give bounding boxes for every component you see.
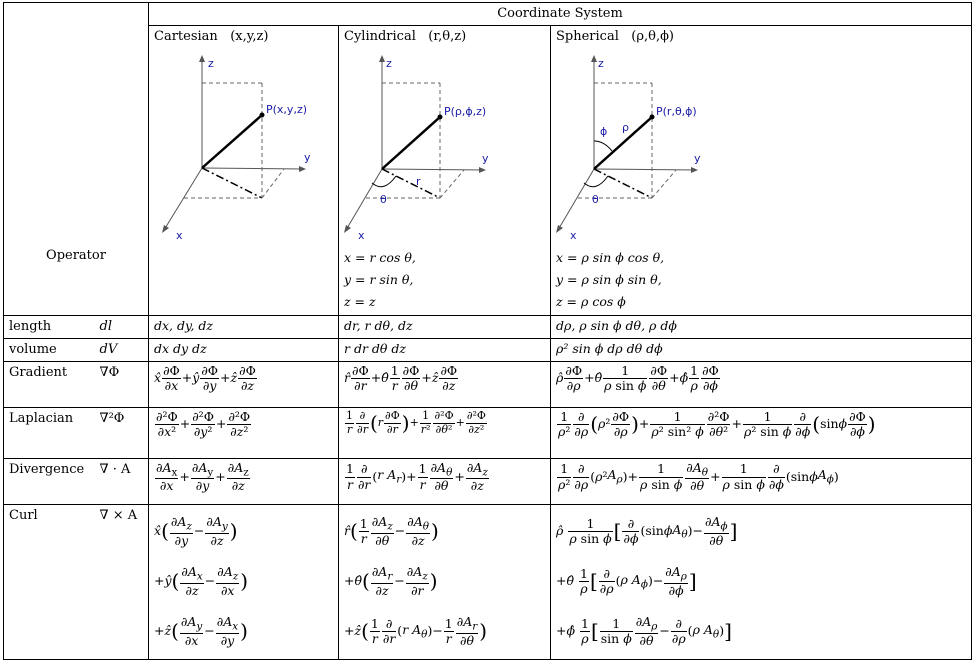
curl-cartesian: x̂ ( $\frac{\partial A_z}{\partial y}$ − $\frac{\partial A_y}{\partial z}$ ) + ŷ ( $\frac{\partial A_x}{\partial z}$ − $\frac{\partial A_z}{\partial x}$ ) + ẑ ( $\frac{\partial A_y}{\partial x}$ − $\frac{\partial A_x}{\partial y}$ ) [149,504,339,659]
row-symbol-volume: dV [95,338,149,361]
theta-label: θ [592,193,599,207]
cartesian-label: Cartesian [154,28,218,44]
cyl-conversion-y: y = r sin θ, [344,271,414,287]
volume-cylindrical: r dr dθ dz [339,338,551,361]
length-spherical: dρ, ρ sin ϕ dθ, ρ dϕ [551,315,972,338]
row-name-volume: volume [4,338,95,361]
y-axis-label: y [482,152,489,166]
gradient-spherical: ρ̂ $\frac{\partial\Phi}{\partial\rho}$ + θ̂ $\frac{1}{\text{ρ sin ϕ}}$ $\frac{\partial\Phi}{\partial\theta}$ + ϕ̂ $\frac{1}{\rho}$ $\frac{\partial\Phi}{\partial\phi}$ [551,361,972,407]
cylindrical-point-label: P(ρ,ϕ,z) [444,105,487,119]
theta-label: θ [380,193,387,207]
row-symbol-length: dl [95,315,149,338]
cartesian-point-label: P(x,y,z) [266,103,308,117]
x-axis-label: x [358,229,365,243]
rho-label: ρ [622,121,629,135]
table-row [4,338,972,361]
table-row [4,407,972,458]
row-name-curl: Curl [4,504,95,659]
laplacian-cylindrical: $\frac{1}{r}$ $\frac{\partial}{\partial r}$ ( r $\frac{\partial\Phi}{\partial r}$ ) + $\frac{1}{\text{r²}}$ $\frac{\text{∂²Φ}}{\text{∂θ²}}$ + $\frac{\text{∂²Φ}}{\text{∂z²}}$ [339,407,551,458]
y-axis-label: y [694,152,701,166]
x-axis-label: x [176,229,183,243]
cyl-conversion-x: x = r cos θ, [344,249,416,265]
table-row [4,315,972,338]
operator-header-cell [4,3,149,316]
coordinate-operator-table [3,2,972,660]
divergence-cylindrical: $\frac{1}{r}$ $\frac{\partial}{\partial r}$ ( r $A_r$ )+ $\frac{1}{r}$ $\frac{\partial A_\theta}{\partial\theta}$ + $\frac{\partial A_z}{\partial z}$ [339,458,551,504]
y-axis-label: y [304,151,311,165]
volume-spherical: ρ² sin ϕ dρ dθ dϕ [551,338,972,361]
table-row [4,458,972,504]
curl-cylindrical: r̂ ( $\frac{1}{r}$ $\frac{\partial A_z}{\partial\theta}$ − $\frac{\partial A_\theta}{\partial z}$ ) + θ̂ ( $\frac{\partial A_r}{\partial z}$ − $\frac{\partial A_z}{\partial r}$ ) + ẑ ( $\frac{1}{r}$ $\frac{\partial}{\partial r}$ ( r $A_\theta$ )− $\frac{1}{r}$ $\frac{\partial A_r}{\partial\theta}$ ) [339,504,551,659]
length-cylindrical: dr, r dθ, dz [339,315,551,338]
table-row [4,504,972,659]
row-name-gradient: Gradient [4,361,95,407]
laplacian-spherical: $\frac{1}{\text{ρ²}}$ $\frac{\partial}{\partial\rho}$ ( ρ ² $\frac{\partial\Phi}{\partial\rho}$ ) + $\frac{1}{\text{ρ² sin² ϕ}}$ $\frac{\text{∂²Φ}}{\text{∂θ²}}$ + $\frac{1}{\text{ρ² sin ϕ}}$ $\frac{\partial}{\partial\phi}$ ( sin ϕ $\frac{\partial\Phi}{\partial\phi}$ ) [551,407,972,458]
z-axis-label: z [386,57,392,71]
phi-label: ϕ [600,125,608,139]
cartesian-header-cell [149,25,339,315]
sph-conversion-x: x = ρ sin ϕ cos θ, [556,249,665,265]
operator-header: Operator [46,248,106,264]
row-name-laplacian: Laplacian [4,407,95,458]
sph-conversion-z: z = ρ cos ϕ [556,293,626,309]
volume-cartesian: dx dy dz [149,338,339,361]
row-symbol-divergence: ∇ · A [95,458,149,504]
r-label: r [416,175,421,189]
curl-spherical: ρ̂ $\frac{1}{\text{ρ sin ϕ}}$ [ $\frac{\partial}{\partial\phi}$ (sin ϕ $A_\theta$ )− $\frac{\partial A_\phi}{\partial\theta}$ ] + θ̂ $\frac{1}{\rho}$ [ $\frac{\partial}{\partial\rho}$ ( ρ $A_\phi$ )− $\frac{\partial A_\rho}{\partial\phi}$ ] + ϕ̂ $\frac{1}{\rho}$ [ $\frac{1}{\text{sin ϕ}}$ $\frac{\partial A_\rho}{\partial\theta}$ − $\frac{\partial}{\partial\rho}$ ( ρ $A_\theta$ ) ] [551,504,972,659]
x-axis-label: x [570,229,577,243]
length-cartesian: dx, dy, dz [149,315,339,338]
cartesian-coords: (x,y,z) [230,28,269,44]
table-row [4,361,972,407]
spherical-label: Spherical [556,28,619,44]
cartesian-diagram [154,45,334,245]
gradient-cartesian: x̂ $\frac{\partial\Phi}{\partial x}$ + ŷ $\frac{\partial\Phi}{\partial y}$ + ẑ $\frac{\partial\Phi}{\partial z}$ [149,361,339,407]
z-axis-label: z [208,57,214,71]
row-name-length: length [4,315,95,338]
row-symbol-curl: ∇ × A [95,504,149,659]
divergence-spherical: $\frac{1}{\text{ρ²}}$ $\frac{\partial}{\partial\rho}$ ( ρ ² $A_\rho$ )+ $\frac{1}{\text{ρ sin ϕ}}$ $\frac{\partial A_\theta}{\partial\theta}$ + $\frac{1}{\text{ρ sin ϕ}}$ $\frac{\partial}{\partial\phi}$ (sin ϕ $A_\phi$ ) [551,458,972,504]
spherical-diagram [556,45,776,245]
cylindrical-diagram [344,45,544,245]
row-name-divergence: Divergence [4,458,95,504]
cylindrical-coords: (r,θ,z) [428,28,467,44]
z-axis-label: z [598,57,604,71]
spherical-coords: (ρ,θ,ϕ) [631,28,675,44]
operator-table-container [3,2,971,648]
coordinate-system-header: Coordinate System [149,3,972,26]
cylindrical-header-cell [339,25,551,315]
spherical-header-cell [551,25,972,315]
sph-conversion-y: y = ρ sin ϕ sin θ, [556,271,662,287]
row-symbol-gradient: ∇Φ [95,361,149,407]
gradient-cylindrical: r̂ $\frac{\partial\Phi}{\partial r}$ + θ̂ $\frac{1}{r}$ $\frac{\partial\Phi}{\partial\theta}$ + ẑ $\frac{\partial\Phi}{\partial z}$ [339,361,551,407]
cyl-conversion-z: z = z [344,293,376,309]
laplacian-cartesian: $\frac{\text{∂²Φ}}{\text{∂x²}}$ + $\frac{\text{∂²Φ}}{\text{∂y²}}$ + $\frac{\text{∂²Φ}}{\text{∂z²}}$ [149,407,339,458]
divergence-cartesian: $\frac{\partial A_x}{\partial x}$ + $\frac{\partial A_y}{\partial y}$ + $\frac{\partial A_z}{\partial z}$ [149,458,339,504]
row-symbol-laplacian: ∇²Φ [95,407,149,458]
cylindrical-label: Cylindrical [344,28,416,44]
spherical-point-label: P(r,θ,ϕ) [656,105,697,119]
